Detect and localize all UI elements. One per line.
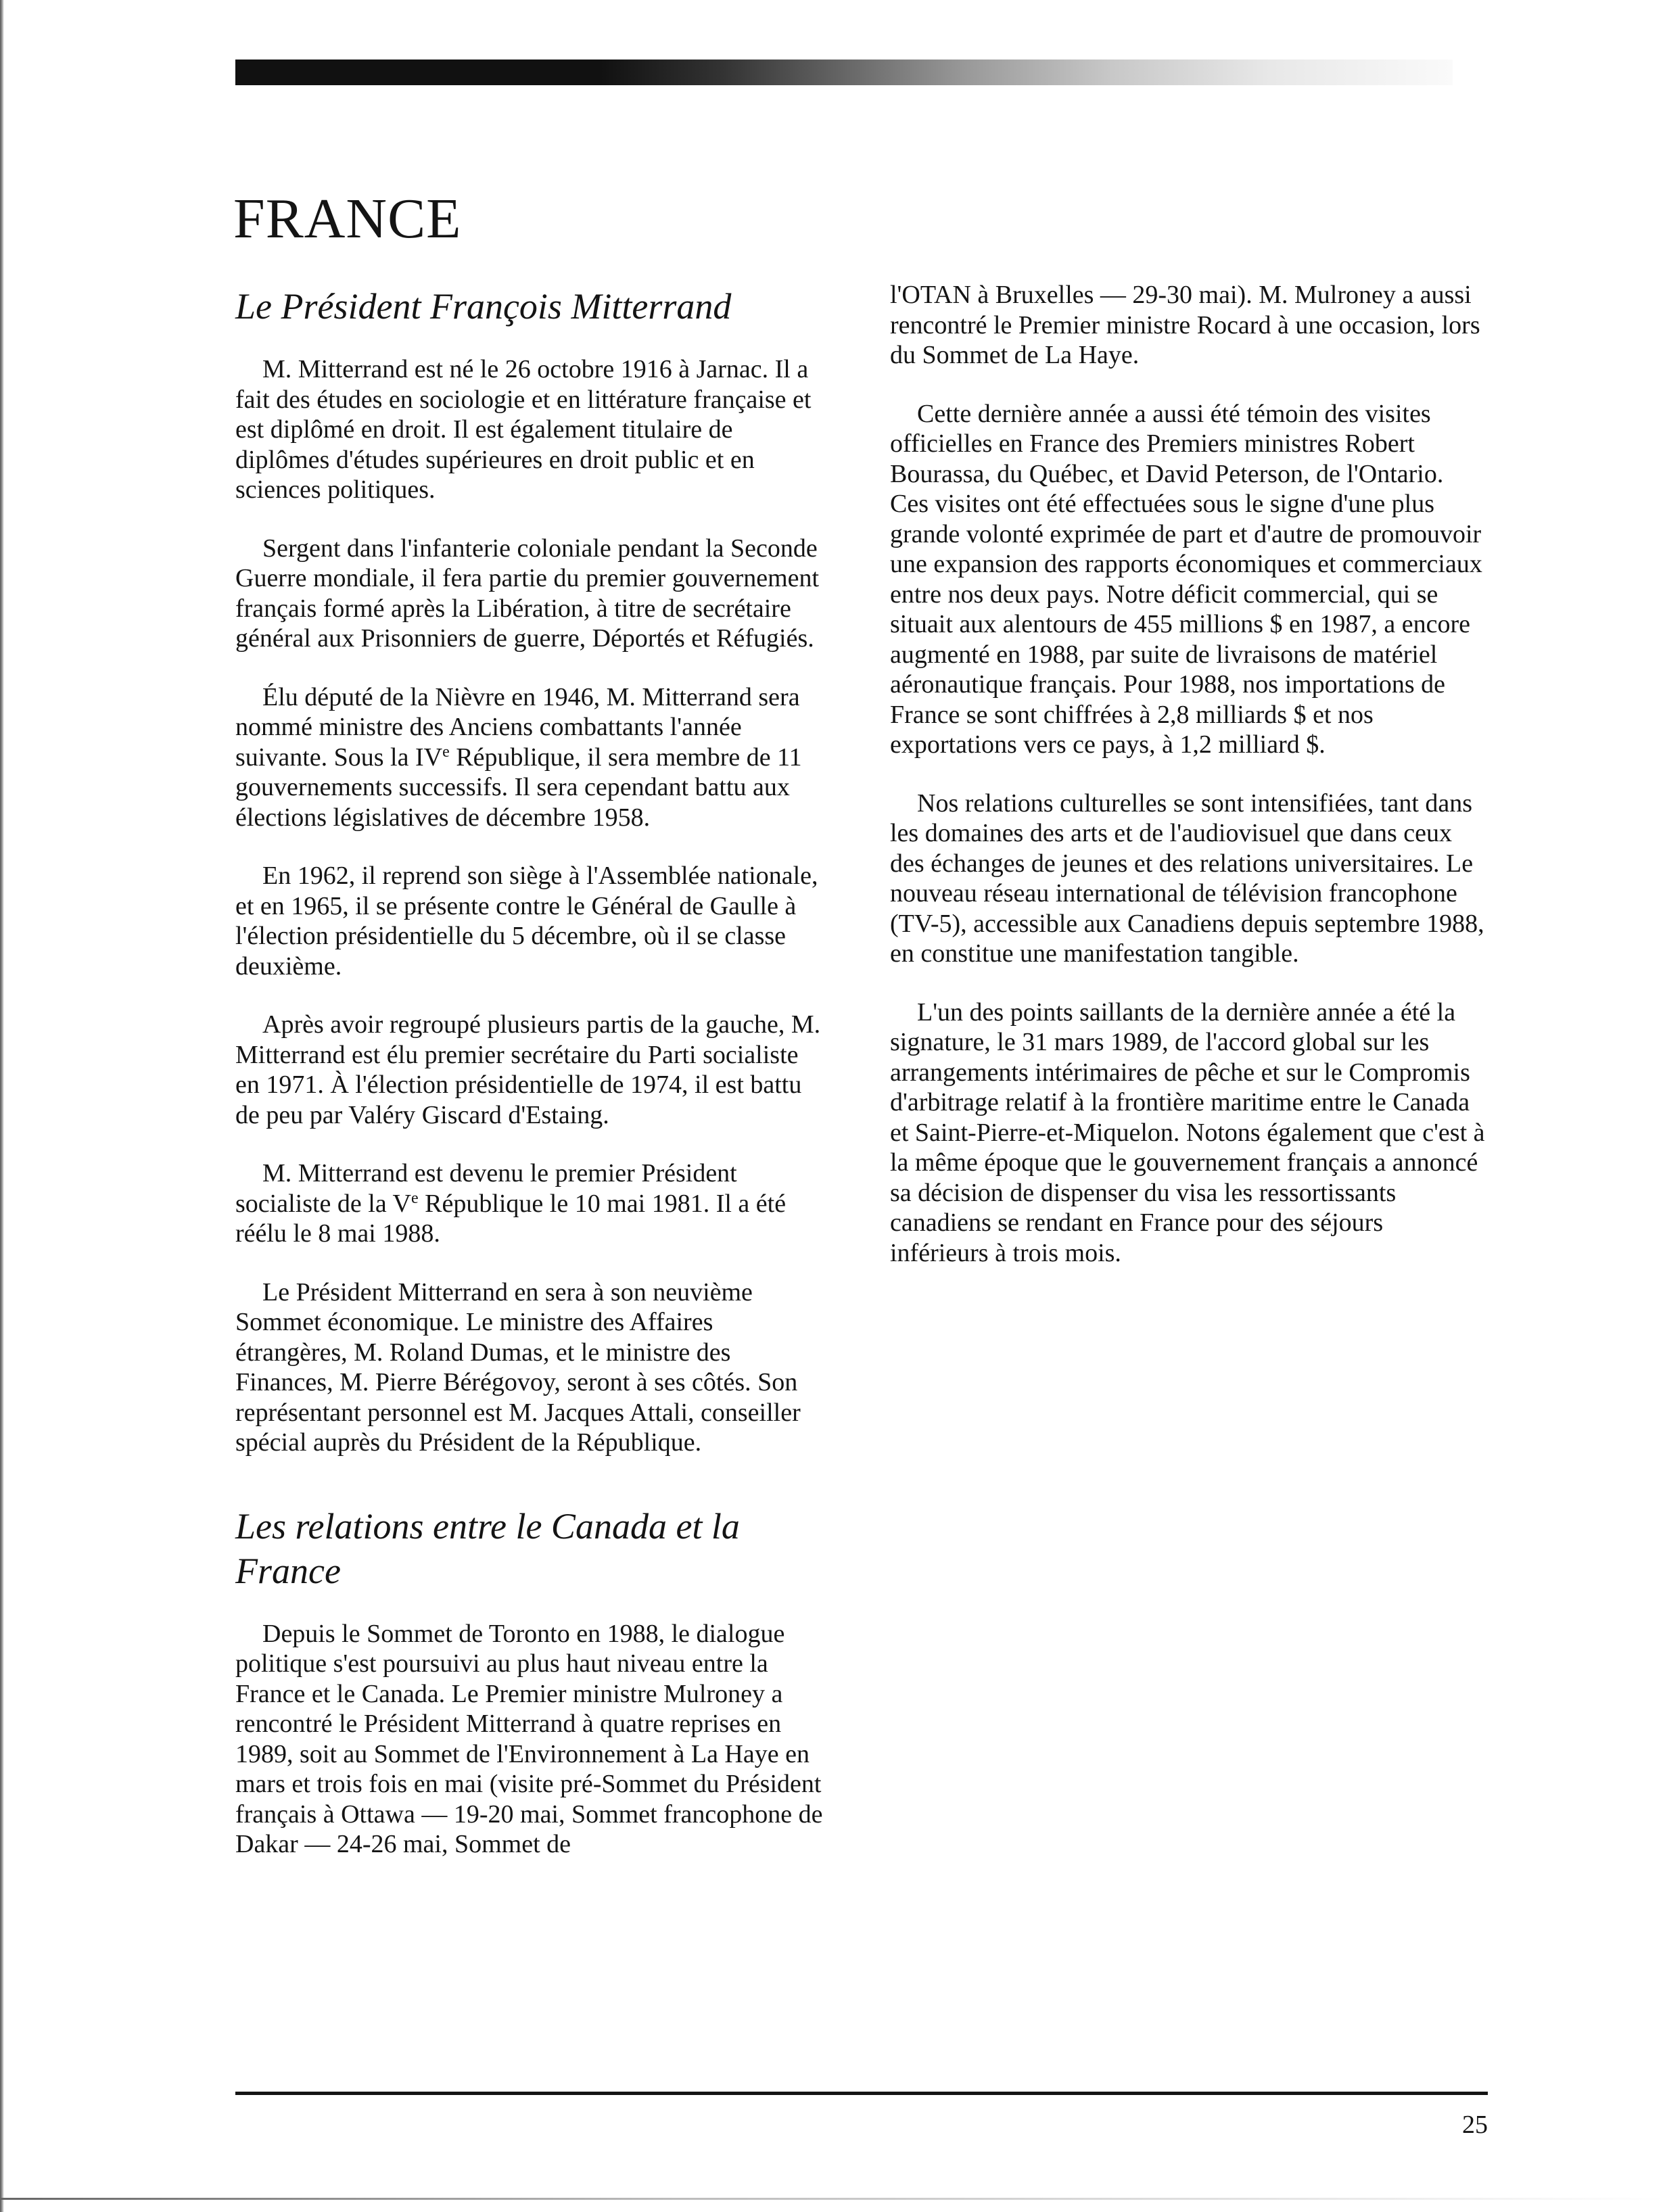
- header-bar: [235, 60, 1453, 85]
- paragraph: M. Mitterrand est né le 26 octobre 1916 à Jarnac. Il a fait des études en sociologie et en littérature française et est diplômé en droit. Il est également titulaire de diplômes d'études supérieures en droit public et en sciences politiques.: [235, 355, 812, 504]
- paragraph: Nos relations culturelles se sont intensifiées, tant dans les domaines des arts et de l'audiovisuel que dans ceux des échanges de jeunes et des relations universitaires. Le nouveau réseau international de télévision francophone (TV-5), accessible aux Canadiens depuis septembre 1988, en constitue une manifestation tangible.: [890, 789, 1484, 968]
- paragraph: L'un des points saillants de la dernière année a été la signature, le 31 mars 1989, de l'accord global sur les arrangements intérimaires de pêche et sur le Compromis d'arbitrage relatif à la frontière maritime entre le Canada et Saint-Pierre-et-Miquelon. Notons également que c'est à la même époque que le gouvernement français a annoncé sa décision de dispenser du visa les ressortissants canadiens se rendant en France pour des séjours inférieurs à trois mois.: [890, 997, 1485, 1267]
- paragraph: [235, 682, 828, 833]
- paragraph: Après avoir regroupé plusieurs partis de la gauche, M. Mitterrand est élu premier secrétaire du Parti socialiste en 1971. À l'élection présidentielle de 1974, il est battu de peu par Valéry Giscard d'Estaing.: [235, 1010, 821, 1129]
- paragraph: En 1962, il reprend son siège à l'Assemblée nationale, et en 1965, il se présente contre le Général de Gaulle à l'élection présidentielle du 5 décembre, où il se classe deuxième.: [235, 862, 818, 981]
- text-run: Élu député de la Nièvre en 1946, M. Mitterrand sera nommé ministre des Anciens combattants l'année suivante. Sous la IV: [235, 682, 800, 772]
- page-title: FRANCE: [233, 187, 462, 250]
- paragraph: Cette dernière année a aussi été témoin des visites officielles en France des Premiers ministres Robert Bourassa, du Québec, et David Peterson, de l'Ontario. Ces visites ont été effectuées sous le signe d'une plus grande volonté exprimée de part et d'autre de promouvoir une expansion des rapports économiques et commerciaux entre nos deux pays. Notre déficit commercial, qui se situait aux alentours de 455 millions $ en 1987, a encore augmenté en 1988, par suite de livraisons de matériel aéronautique français. Pour 1988, nos importations de France se sont chiffrées à 2,8 milliards $ et nos exportations vers ce pays, à 1,2 milliard $.: [890, 399, 1482, 759]
- text-run: République le 10 mai 1981. Il a été réélu le 8 mai 1988.: [235, 1189, 787, 1248]
- right-column: [890, 280, 1488, 1296]
- superscript: e: [411, 1189, 419, 1207]
- footer-rule: [235, 2092, 1488, 2095]
- page-edge-bottom: [0, 2198, 1665, 2200]
- superscript: e: [442, 743, 450, 761]
- text-run: M. Mitterrand est devenu le premier Président socialiste de la V: [235, 1159, 737, 1218]
- paragraph: Depuis le Sommet de Toronto en 1988, le dialogue politique s'est poursuivi au plus haut niveau entre la France et le Canada. Le Premier ministre Mulroney a rencontré le Président Mitterrand à quatre reprises en 1989, soit au Sommet de l'Environnement à La Haye en mars et trois fois en mai (visite pré-Sommet du Président français à Ottawa — 19-20 mai, Sommet francophone de Dakar — 24-26 mai, Sommet de: [235, 1619, 823, 1858]
- section-heading-relations: Les relations entre le Canada et la France: [235, 1505, 740, 1591]
- page-number: 25: [1462, 2111, 1488, 2139]
- paragraph: [235, 1158, 828, 1249]
- paragraph: l'OTAN à Bruxelles — 29-30 mai). M. Mulroney a aussi rencontré le Premier ministre Rocard à une occasion, lors du Sommet de La Haye.: [890, 281, 1480, 369]
- paragraph: Sergent dans l'infanterie coloniale pendant la Seconde Guerre mondiale, il fera partie du premier gouvernement français formé après la Libération, à titre de secrétaire général aux Prisonniers de guerre, Déportés et Réfugiés.: [235, 534, 820, 653]
- section-heading-president: Le Président François Mitterrand: [235, 286, 732, 327]
- text-run: République, il sera membre de 11 gouvernements successifs. Il sera cependant battu aux élections législatives de décembre 1958.: [235, 743, 802, 832]
- page-edge: [0, 0, 4, 2212]
- paragraph: Le Président Mitterrand en sera à son neuvième Sommet économique. Le ministre des Affaires étrangères, M. Roland Dumas, et le ministre des Finances, M. Pierre Bérégovoy, seront à ses côtés. Son représentant personnel est M. Jacques Attali, conseiller spécial auprès du Président de la République.: [235, 1277, 801, 1457]
- left-column: [235, 284, 828, 1888]
